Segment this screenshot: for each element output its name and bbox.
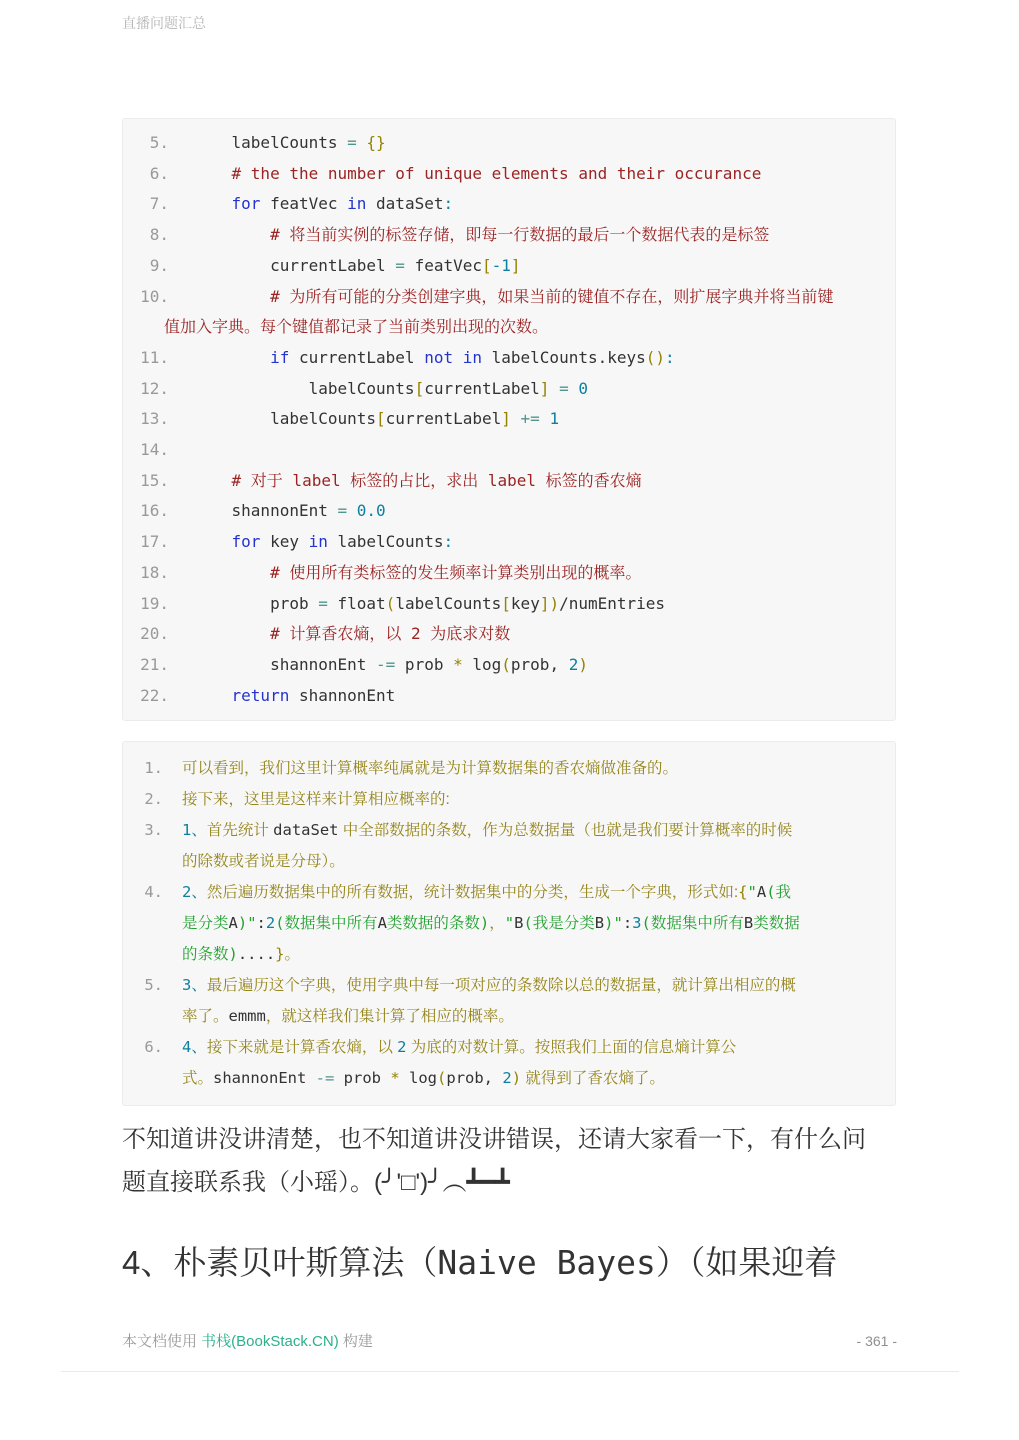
code-token: # 为所有可能的分类创建字典，如果当前的键值不存在，则扩展字典并将当前键 — [193, 286, 834, 306]
line-number: 2. — [144, 790, 163, 808]
code-token: 中全部数据的条数，作为总数据量（也就是我们要计算概率的时候 — [338, 822, 793, 839]
code-token: # 将当前实例的标签存储，即每一行数据的最后一个数据代表的是标签 — [193, 225, 770, 245]
code-token: -= — [376, 654, 396, 674]
code-token: : — [665, 347, 675, 367]
code-token: dataSet — [273, 821, 339, 839]
code-token — [347, 501, 357, 520]
code-token: : — [443, 194, 454, 214]
footer-text-prefix: 本文档使用 — [122, 1333, 202, 1350]
code-token: () — [645, 347, 666, 367]
footer-text-suffix: 构建 — [338, 1333, 373, 1350]
code-token: prob — [334, 1069, 391, 1087]
line-content — [169, 589, 895, 620]
code-token: emmm — [228, 1007, 266, 1025]
bookstack-link[interactable]: 书栈(BookStack.CN) — [201, 1333, 339, 1350]
code-token: ] — [501, 409, 511, 429]
code-token: { — [738, 883, 748, 901]
code-token — [193, 348, 270, 367]
code-token: A — [377, 914, 387, 932]
code-token: 3 — [632, 914, 642, 932]
code-token: 2、 — [182, 883, 207, 901]
code-token: key — [510, 593, 540, 613]
code-token: (数据集中所有 — [275, 914, 378, 932]
code-token: shannonEnt — [193, 654, 377, 674]
line-content — [169, 251, 895, 282]
line-content — [169, 159, 895, 190]
code-token — [569, 379, 579, 398]
code-line — [123, 496, 895, 527]
code-token: /numEntries — [559, 593, 666, 613]
line-number: 20. — [140, 624, 169, 644]
line-number: 13. — [140, 409, 169, 429]
code-token: 是分类 — [182, 914, 229, 932]
code-line-wrap — [123, 312, 895, 343]
code-line — [123, 589, 895, 620]
code-token: log — [399, 1069, 438, 1087]
code-token: ]) — [539, 593, 560, 613]
line-content — [169, 619, 895, 650]
line-content — [123, 1063, 895, 1094]
line-content — [169, 650, 895, 681]
line-number: 6. — [149, 163, 169, 183]
section-heading-code: Naive Bayes — [437, 1243, 656, 1282]
code-line — [123, 128, 895, 159]
code-token: " — [504, 914, 515, 932]
code-block — [122, 118, 896, 721]
line-number: 11. — [140, 347, 169, 367]
code-token — [511, 409, 521, 428]
line-content — [163, 815, 895, 846]
line-content — [123, 908, 895, 939]
code-token: B — [594, 914, 605, 932]
code-token: currentLabel — [385, 409, 502, 429]
code-token: {} — [366, 133, 386, 152]
code-token: * — [390, 1069, 400, 1087]
code-token: if — [270, 347, 290, 367]
list-item-line-wrap — [123, 939, 895, 970]
page-number: - 361 - — [856, 1333, 897, 1349]
code-token: ) — [511, 1069, 522, 1087]
code-token: 可以看到，我们这里计算概率纯属就是为计算数据集的香农熵做准备的。 — [182, 760, 679, 777]
code-token: ( — [385, 593, 396, 613]
list-item-line-wrap — [123, 846, 895, 877]
code-line — [123, 527, 895, 558]
code-token: in — [347, 194, 367, 214]
line-number: 14. — [140, 440, 169, 460]
code-token: featVec — [260, 194, 348, 214]
code-line — [123, 343, 895, 374]
code-token: shannonEnt — [213, 1069, 316, 1087]
line-content — [169, 343, 895, 374]
line-content — [169, 681, 895, 712]
list-item-line-wrap — [123, 1001, 895, 1032]
code-token: [ — [414, 378, 425, 398]
line-content — [163, 753, 895, 784]
line-number: 16. — [140, 501, 169, 521]
code-token: prob, — [510, 654, 569, 674]
code-token: 接下来，这里是这样来计算相应概率的: — [182, 791, 450, 808]
line-content — [169, 282, 895, 313]
code-token: currentLabel — [424, 378, 540, 398]
code-token: ( — [501, 654, 511, 674]
code-token: dataSet — [366, 194, 444, 214]
line-content — [169, 496, 895, 527]
code-token: ] — [510, 255, 521, 275]
line-content — [123, 1001, 895, 1032]
code-token: ( — [437, 1069, 447, 1087]
line-number: 4. — [144, 883, 163, 901]
code-token: [ — [376, 409, 386, 429]
line-content — [169, 128, 895, 159]
line-content — [169, 189, 895, 220]
code-token: 0 — [578, 378, 588, 398]
code-token: = — [395, 255, 405, 275]
code-token: labelCounts.keys — [482, 347, 646, 367]
code-line — [123, 619, 895, 650]
list-item-line — [123, 970, 895, 1001]
list-item-line — [123, 877, 895, 908]
code-token: )" — [237, 914, 257, 932]
code-token: 4、 — [182, 1038, 207, 1056]
code-line — [123, 189, 895, 220]
code-token: 类数据的条数) — [386, 914, 490, 932]
code-token: labelCounts — [395, 593, 502, 613]
code-token: 1 — [549, 409, 560, 429]
code-token: in — [308, 532, 328, 552]
code-line — [123, 558, 895, 589]
section-heading-text-post: ）（如果迎着 — [655, 1244, 838, 1281]
line-number: 6. — [144, 1038, 163, 1056]
code-token: = — [337, 501, 348, 521]
code-token: )" — [604, 914, 623, 932]
list-item-line-wrap — [123, 1063, 895, 1094]
code-token: 就得到了香农熵了。 — [521, 1070, 665, 1087]
code-token: A — [228, 914, 238, 932]
section-heading — [122, 1240, 914, 1286]
code-token: 接下来就是计算香农熵，以 — [206, 1039, 398, 1056]
code-token: = — [318, 593, 328, 613]
code-token — [193, 532, 232, 551]
code-token: 2 — [397, 1038, 407, 1056]
code-token: 率了。 — [182, 1008, 229, 1025]
code-token: B — [743, 914, 754, 932]
list-item-line — [123, 784, 895, 815]
code-token: for — [231, 532, 261, 552]
paragraph-line-1: 不知道讲没讲清楚，也不知道讲没讲错误，还请大家看一下，有什么问 — [122, 1126, 866, 1153]
code-token: labelCounts — [193, 133, 348, 152]
code-line — [123, 220, 895, 251]
code-token: prob — [193, 593, 319, 613]
line-number: 3. — [144, 821, 163, 839]
code-token: 3、 — [182, 976, 207, 994]
code-line — [123, 650, 895, 681]
code-token: (我是分类 — [523, 914, 595, 932]
code-token: 2 — [265, 914, 276, 932]
list-item-line — [123, 1032, 895, 1063]
code-token: prob, — [446, 1069, 503, 1087]
closing-paragraph — [122, 1118, 912, 1204]
line-content — [163, 784, 895, 815]
line-content — [163, 877, 895, 908]
line-number: 5. — [144, 976, 163, 994]
code-token: * — [453, 654, 463, 674]
code-token: featVec — [404, 255, 482, 275]
code-token: A — [756, 883, 767, 901]
line-content — [169, 466, 895, 497]
line-content — [169, 404, 895, 435]
line-number: 12. — [140, 378, 169, 398]
code-token: 首先统计 — [206, 822, 274, 839]
line-content — [169, 374, 895, 405]
page-header-title: 直播问题汇总 — [122, 15, 206, 31]
code-token: (数据集中所有 — [641, 914, 744, 932]
line-number: 21. — [140, 654, 169, 674]
code-token: 为底的对数计算。按照我们上面的信息熵计算公 — [406, 1039, 737, 1056]
code-token: labelCounts — [193, 378, 415, 398]
code-token: [ — [501, 593, 511, 613]
code-token: ，就这样我们集计算了相应的概率。 — [265, 1008, 514, 1025]
code-token: ， — [489, 915, 505, 932]
line-number: 19. — [140, 593, 169, 613]
page-footer — [122, 1330, 897, 1351]
footer-divider — [61, 1371, 959, 1372]
code-token: labelCounts — [193, 409, 377, 429]
code-line — [123, 466, 895, 497]
code-token: += — [520, 409, 540, 429]
list-item-line — [123, 815, 895, 846]
line-number: 22. — [140, 685, 169, 705]
line-content — [123, 846, 895, 877]
list-item-line — [123, 753, 895, 784]
code-token: 的除数或者说是分母）。 — [182, 853, 345, 870]
code-token: log — [462, 654, 502, 674]
line-number: 5. — [149, 133, 169, 152]
code-token: 类数据 — [753, 914, 800, 932]
line-number: 10. — [140, 286, 169, 306]
paragraph-line-2: 题直接联系我（小瑶）。(╯'□')╯︵┻━┻ — [122, 1169, 510, 1196]
code-token: [ — [482, 255, 492, 275]
code-line — [123, 681, 895, 712]
code-line — [123, 404, 895, 435]
line-number: 18. — [140, 562, 169, 582]
code-token: # 对于 label 标签的占比，求出 label 标签的香农熵 — [193, 470, 642, 490]
code-line — [123, 435, 895, 466]
code-token: " — [747, 883, 757, 901]
code-token: = — [347, 133, 357, 152]
code-token: 式。 — [182, 1070, 214, 1087]
line-content — [123, 312, 895, 343]
code-token — [549, 379, 559, 398]
line-number: 7. — [149, 194, 169, 214]
code-line — [123, 159, 895, 190]
code-token: -1 — [491, 255, 511, 275]
code-token: 1、 — [182, 821, 207, 839]
code-token: } — [275, 945, 285, 963]
code-token: # the the number of unique elements and their occurance — [193, 163, 762, 183]
code-token: 值加入字典。每个键值都记录了当前类别出现的次数。 — [164, 317, 549, 337]
code-token: : — [622, 914, 633, 932]
code-token — [540, 409, 550, 428]
code-token: 的条数) — [182, 945, 238, 963]
code-token — [193, 686, 232, 705]
line-number: 15. — [140, 470, 169, 490]
code-token: : — [443, 532, 454, 552]
section-heading-text: 4、朴素贝叶斯算法（ — [122, 1244, 438, 1281]
code-token: B — [514, 914, 524, 932]
line-content — [169, 558, 895, 589]
line-content — [163, 970, 895, 1001]
code-token: shannonEnt — [289, 685, 396, 705]
code-line — [123, 251, 895, 282]
code-token — [193, 194, 232, 213]
line-number: 9. — [149, 255, 169, 275]
line-number: 17. — [140, 532, 169, 552]
code-token: not — [424, 347, 454, 367]
code-token: return — [231, 685, 290, 705]
code-token: 2 — [568, 654, 579, 674]
code-token — [453, 348, 463, 367]
line-content — [123, 939, 895, 970]
line-content — [163, 1032, 895, 1063]
code-token: ] — [539, 378, 550, 398]
code-token: # 使用所有类标签的发生频率计算类别出现的概率。 — [193, 562, 642, 582]
code-token: (我 — [766, 883, 792, 901]
code-token: 最后遍历这个字典，使用字典中每一项对应的条数除以总的数据量，就计算出相应的概 — [206, 977, 796, 994]
code-token — [357, 133, 367, 152]
code-line — [123, 282, 895, 313]
code-token: in — [462, 347, 482, 367]
line-content — [169, 220, 895, 251]
code-token: shannonEnt — [193, 501, 338, 521]
code-token: for — [231, 194, 261, 214]
code-token: : — [256, 914, 266, 932]
code-token: float — [327, 593, 386, 613]
line-number: 1. — [144, 759, 163, 777]
line-number: 8. — [149, 225, 169, 245]
code-token: = — [559, 378, 569, 398]
code-token: -= — [315, 1069, 335, 1087]
line-content — [169, 527, 895, 558]
code-token: key — [260, 532, 309, 552]
line-content — [169, 435, 895, 466]
code-token: 0.0 — [356, 501, 386, 521]
list-item-line-wrap — [123, 908, 895, 939]
code-token: # 计算香农熵，以 2 为底求对数 — [193, 624, 511, 644]
code-token: 2 — [502, 1069, 512, 1087]
code-token: prob — [395, 654, 454, 674]
code-token: currentLabel — [193, 255, 396, 275]
code-token: currentLabel — [289, 347, 425, 367]
code-token: 然后遍历数据集中的所有数据，统计数据集中的分类，生成一个字典，形式如: — [206, 884, 739, 901]
code-token: .... — [237, 945, 276, 963]
code-token: 。 — [284, 946, 301, 963]
code-line — [123, 374, 895, 405]
explanation-list-block — [122, 741, 896, 1106]
code-token: ) — [578, 654, 588, 674]
footer-build-note — [122, 1330, 373, 1351]
code-token: labelCounts — [327, 532, 444, 552]
